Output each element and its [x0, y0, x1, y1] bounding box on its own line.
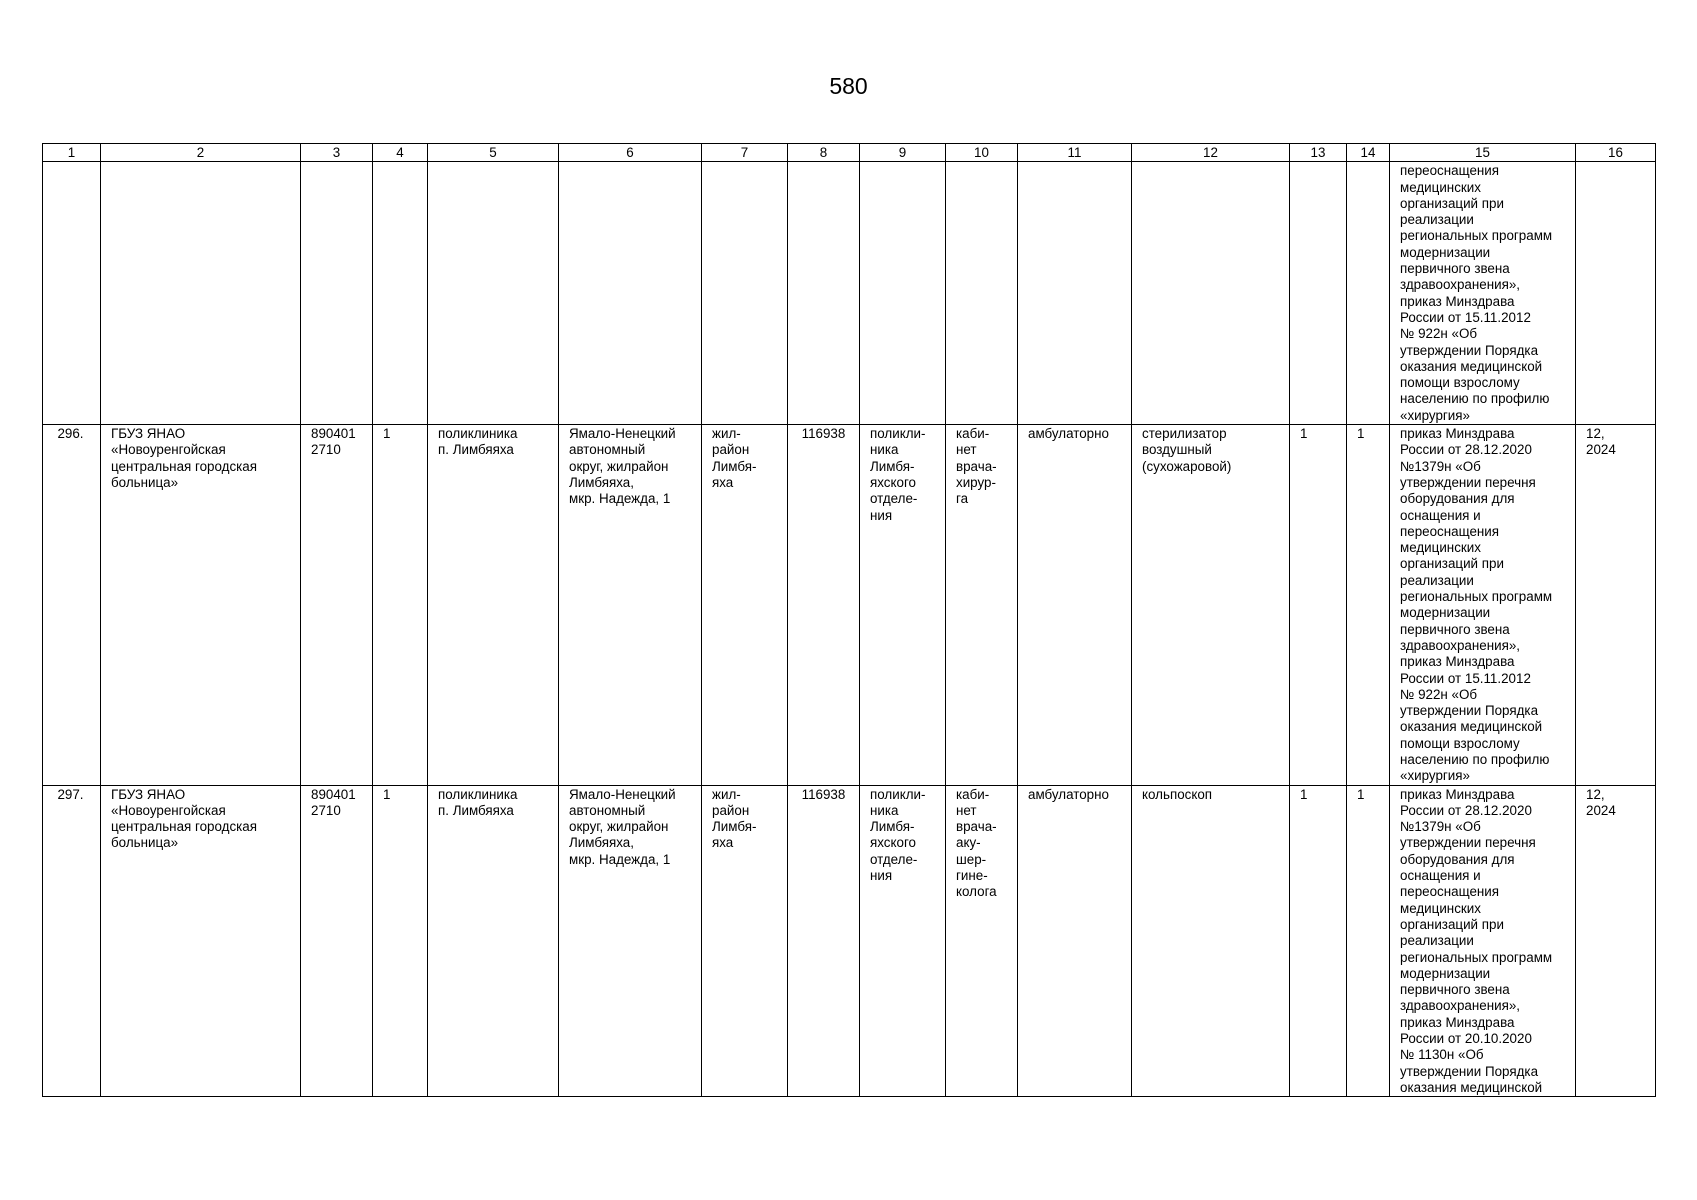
code-cell: 116938 [788, 785, 860, 1097]
cell [1347, 162, 1390, 425]
department-cell: поликли- ника Лимбя- яхского отделе- ния [860, 785, 946, 1097]
column-header: 4 [373, 144, 428, 162]
organization-cell: ГБУЗ ЯНАО «Новоуренгойская центральная городская больница» [101, 785, 301, 1097]
date-cell: 12, 2024 [1576, 785, 1656, 1097]
column-header: 8 [788, 144, 860, 162]
cell [946, 162, 1018, 425]
inn-cell: 890401 2710 [301, 785, 373, 1097]
address-cell: Ямало-Ненецкий автономный округ, жилрайон Лимбяяха, мкр. Надежда, 1 [559, 425, 702, 786]
column-header: 15 [1390, 144, 1576, 162]
column-header: 12 [1132, 144, 1290, 162]
table-row [43, 425, 1656, 786]
column-header: 16 [1576, 144, 1656, 162]
quantity-cell: 1 [1347, 425, 1390, 786]
inn-cell: 890401 2710 [301, 425, 373, 786]
care-type-cell: амбулаторно [1018, 785, 1132, 1097]
cell [702, 162, 788, 425]
cell [101, 162, 301, 425]
column-header: 2 [101, 144, 301, 162]
cell: 1 [373, 785, 428, 1097]
quantity-cell: 1 [1290, 425, 1347, 786]
column-number-row [43, 144, 1656, 162]
cell [1290, 162, 1347, 425]
page-number: 580 [829, 73, 868, 99]
cell [428, 162, 559, 425]
facility-cell: поликлиника п. Лимбяяха [428, 785, 559, 1097]
cell [373, 162, 428, 425]
column-header: 7 [702, 144, 788, 162]
room-cell: каби- нет врача- хирур- га [946, 425, 1018, 786]
column-header: 10 [946, 144, 1018, 162]
care-type-cell: амбулаторно [1018, 425, 1132, 786]
column-header: 3 [301, 144, 373, 162]
cell [1576, 162, 1656, 425]
legal-basis-cell: приказ Минздрава России от 28.12.2020 №1379н «Об утверждении перечня оборудования для оснащения и переоснащения медицинских организаций при реализации региональных программ модернизации первичного звена здравоохранения», приказ Минздрава России от 20.10.2020 № 1130н «Об утверждении Порядка оказания медицинской [1390, 785, 1576, 1097]
room-cell: каби- нет врача- аку- шер- гине- колога [946, 785, 1018, 1097]
cell [1132, 162, 1290, 425]
row-number-cell: 297. [43, 785, 101, 1097]
column-header: 13 [1290, 144, 1347, 162]
cell [43, 162, 101, 425]
locality-cell: жил- район Лимбя- яха [702, 785, 788, 1097]
cell [301, 162, 373, 425]
column-header: 6 [559, 144, 702, 162]
code-cell: 116938 [788, 425, 860, 786]
cell: 1 [373, 425, 428, 786]
column-header: 9 [860, 144, 946, 162]
column-header: 11 [1018, 144, 1132, 162]
table-row [43, 785, 1656, 1097]
legal-basis-cell: переоснащения медицинских организаций при реализации региональных программ модернизации первичного звена здравоохранения», приказ Минздрава России от 15.11.2012 № 922н «Об утверждении Порядка оказания медицинской помощи взрослому населению по профилю «хирургия» [1390, 162, 1576, 425]
row-number-cell: 296. [43, 425, 101, 786]
column-header: 5 [428, 144, 559, 162]
cell [860, 162, 946, 425]
column-header: 14 [1347, 144, 1390, 162]
cell [1018, 162, 1132, 425]
department-cell: поликли- ника Лимбя- яхского отделе- ния [860, 425, 946, 786]
quantity-cell: 1 [1290, 785, 1347, 1097]
date-cell: 12, 2024 [1576, 425, 1656, 786]
organization-cell: ГБУЗ ЯНАО «Новоуренгойская центральная городская больница» [101, 425, 301, 786]
legal-basis-cell: приказ Минздрава России от 28.12.2020 №1379н «Об утверждении перечня оборудования для оснащения и переоснащения медицинских организаций при реализации региональных программ модернизации первичного звена здравоохранения», приказ Минздрава России от 15.11.2012 № 922н «Об утверждении Порядка оказания медицинской помощи взрослому населению по профилю «хирургия» [1390, 425, 1576, 786]
locality-cell: жил- район Лимбя- яха [702, 425, 788, 786]
facility-cell: поликлиника п. Лимбяяха [428, 425, 559, 786]
cell [559, 162, 702, 425]
quantity-cell: 1 [1347, 785, 1390, 1097]
address-cell: Ямало-Ненецкий автономный округ, жилрайон Лимбяяха, мкр. Надежда, 1 [559, 785, 702, 1097]
column-header: 1 [43, 144, 101, 162]
equipment-cell: кольпоскоп [1132, 785, 1290, 1097]
cell [788, 162, 860, 425]
continuation-row [43, 162, 1656, 425]
registry-table [42, 143, 1656, 1097]
equipment-cell: стерилизатор воздушный (сухожаровой) [1132, 425, 1290, 786]
